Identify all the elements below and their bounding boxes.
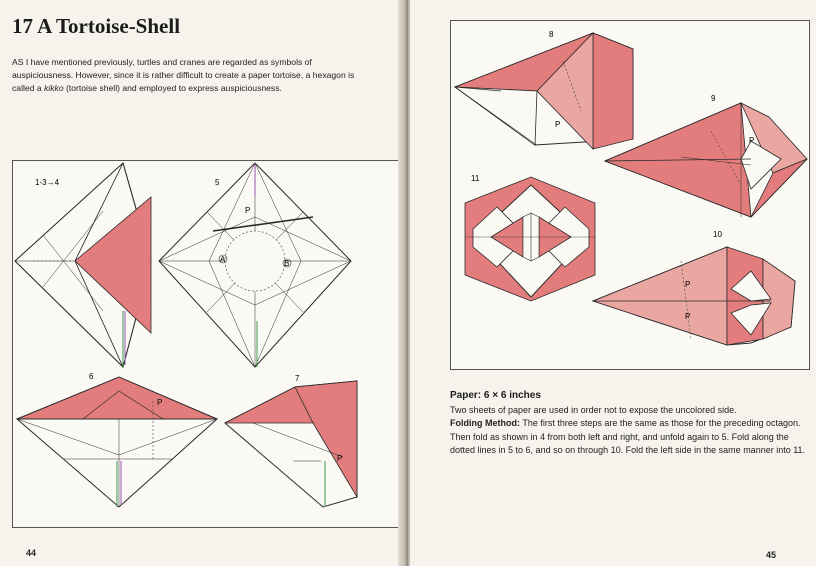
folding-method (450, 417, 812, 457)
step-5-label: 5 (215, 178, 220, 187)
intro-paragraph (12, 56, 364, 96)
step-10-label: 10 (713, 230, 722, 239)
step-5-diagram (159, 163, 351, 367)
intro-text-b: (tortoise shell) and employed to express auspiciousness. (63, 83, 282, 94)
page-title: 17 A Tortoise-Shell (12, 14, 181, 38)
instructions-text (450, 404, 812, 458)
folding-method-text: The first three steps are the same as those for the preceding octagon. Then fold as shown in 4 from both left and right, and unfold again to 5. Fold along the dotted lines in 5 to 6, and so on through 10. Fold the left side in the same manner into 11. (450, 418, 806, 456)
right-diagram-panel (450, 20, 810, 370)
step-10-diagram (593, 247, 795, 345)
left-page-number: 44 (26, 548, 37, 558)
mark-p-label-5: P (245, 206, 251, 215)
step-4-diagram (15, 163, 151, 367)
step-11-label: 11 (471, 174, 480, 183)
left-page (0, 0, 404, 566)
mark-a-label: A (220, 255, 226, 264)
step-8-label: 8 (549, 30, 554, 39)
paper-size-heading: Paper: 6 × 6 inches (450, 390, 541, 401)
mark-b-label: B (284, 259, 290, 268)
left-diagram-panel (12, 160, 402, 528)
paper-note: Two sheets of paper are used in order not to expose the uncolored side. (450, 405, 737, 415)
mark-p-label-7: P (337, 454, 343, 463)
mark-p-label-6: P (157, 398, 163, 407)
step-7-diagram (225, 381, 357, 507)
step-9-label: 9 (711, 94, 716, 103)
step-6-diagram (17, 377, 217, 507)
intro-italic-term: kikko (44, 83, 64, 94)
right-page-number: 45 (766, 550, 777, 560)
mark-p-label-10a: P (685, 280, 691, 289)
folding-method-label: Folding Method: (450, 418, 520, 429)
mark-p-label-10b: P (685, 312, 691, 321)
intro-text-a: AS I have mentioned previously, turtles and cranes are regarded as symbols of auspiciousness. However, since it is rather difficult to create a paper tortoise, a hexagon is called a (12, 57, 355, 94)
step-8-diagram (455, 33, 633, 149)
mark-p-label-9: P (749, 136, 755, 145)
step-11-diagram (465, 177, 595, 301)
right-diagrams-svg (451, 21, 809, 369)
left-diagrams-svg (13, 161, 401, 527)
step-6-label: 6 (89, 372, 94, 381)
right-page (410, 0, 816, 566)
step-4-label: 1-3→4 (35, 178, 60, 187)
mark-p-label-8: P (555, 120, 561, 129)
step-9-diagram (605, 103, 807, 217)
step-7-label: 7 (295, 374, 300, 383)
